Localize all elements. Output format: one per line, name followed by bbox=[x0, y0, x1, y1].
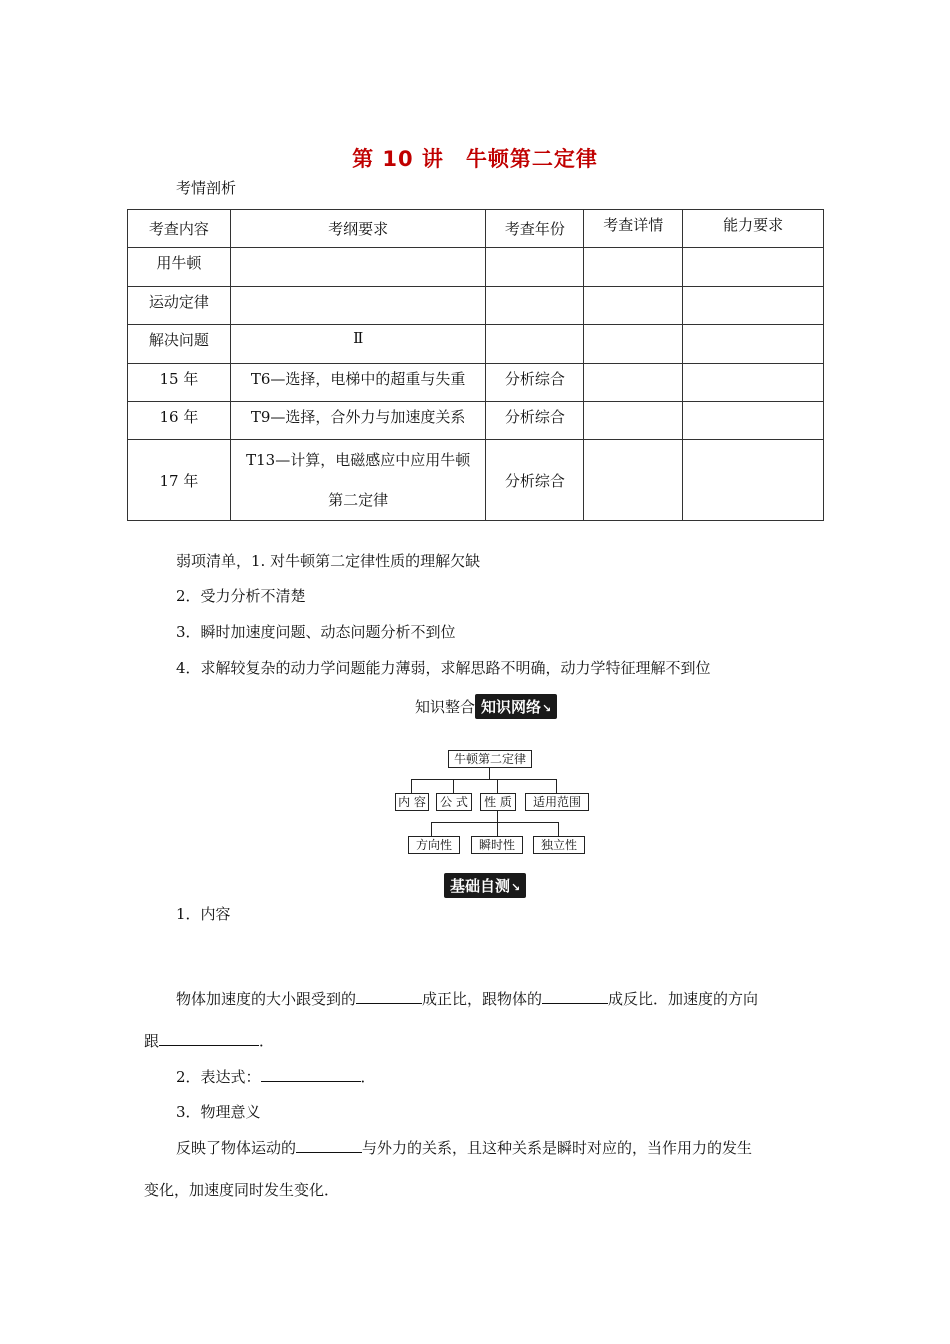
connector-line bbox=[556, 779, 557, 793]
q2-text: 2．表达式： bbox=[176, 1068, 261, 1086]
arrow-icon: ↘ bbox=[542, 702, 552, 715]
table-cell bbox=[486, 287, 584, 325]
table-header-row bbox=[128, 210, 824, 248]
diagram-node-content: 内 容 bbox=[395, 793, 429, 811]
table-cell: 分析综合 bbox=[486, 440, 584, 521]
page-title: 第 10 讲 牛顿第二定律 bbox=[352, 147, 598, 171]
q3-text: 与外力的关系，且这种关系是瞬时对应的，当作用力的发生 bbox=[362, 1139, 753, 1157]
q2-line bbox=[176, 1066, 376, 1087]
table-cell bbox=[683, 248, 824, 287]
table-cell: 分析综合 bbox=[486, 364, 584, 402]
q3-line-2: 变化，加速度同时发生变化． bbox=[144, 1181, 340, 1199]
table-cell bbox=[486, 248, 584, 287]
knowledge-label bbox=[415, 694, 557, 719]
q1-text: 物体加速度的大小跟受到的 bbox=[176, 990, 357, 1008]
table-cell: 16 年 bbox=[128, 402, 231, 440]
q1-text: 成反比．加速度的方向 bbox=[608, 990, 759, 1008]
q1-text: ． bbox=[259, 1032, 275, 1050]
table-cell bbox=[584, 325, 683, 364]
table-cell bbox=[584, 364, 683, 402]
diagram-node-instant: 瞬时性 bbox=[471, 836, 523, 854]
q1-heading: 1．内容 bbox=[176, 905, 231, 923]
table-row bbox=[128, 287, 824, 325]
table-cell: 17 年 bbox=[128, 440, 231, 521]
connector-line bbox=[431, 822, 559, 823]
table-cell bbox=[683, 440, 824, 521]
q2-text: ． bbox=[360, 1068, 376, 1086]
table-cell bbox=[683, 325, 824, 364]
basic-test-badge bbox=[444, 873, 526, 898]
q1-line-1 bbox=[176, 988, 758, 1009]
table-row bbox=[128, 325, 824, 364]
fill-blank bbox=[159, 1031, 259, 1046]
table-cell: 分析综合 bbox=[486, 402, 584, 440]
diagram-node-formula: 公 式 bbox=[436, 793, 472, 811]
table-cell bbox=[584, 287, 683, 325]
table-header: 考查详情 bbox=[584, 210, 683, 248]
table-header: 考纲要求 bbox=[230, 210, 486, 248]
q1-text: 跟 bbox=[144, 1032, 160, 1050]
diagram-root-node: 牛顿第二定律 bbox=[448, 750, 532, 768]
table-cell: Ⅱ bbox=[230, 325, 486, 364]
table-cell: 用牛顿 bbox=[128, 248, 231, 287]
table-cell bbox=[230, 440, 486, 521]
q1-text: 成正比，跟物体的 bbox=[422, 990, 543, 1008]
fill-blank bbox=[542, 989, 608, 1004]
connector-line bbox=[558, 822, 559, 836]
table-cell bbox=[683, 287, 824, 325]
q1-line-2 bbox=[144, 1030, 274, 1051]
badge-text: 知识网络 bbox=[481, 698, 542, 716]
table-cell bbox=[683, 402, 824, 440]
diagram-node-scope: 适用范围 bbox=[525, 793, 589, 811]
section-label: 考情剖析 bbox=[176, 179, 237, 197]
table-cell bbox=[683, 364, 824, 402]
fill-blank bbox=[261, 1067, 361, 1082]
diagram-node-property: 性 质 bbox=[480, 793, 516, 811]
table-cell: 解决问题 bbox=[128, 325, 231, 364]
weak-item-3: 3．瞬时加速度问题、动态问题分析不到位 bbox=[176, 623, 456, 641]
connector-line bbox=[497, 822, 498, 836]
table-cell bbox=[230, 248, 486, 287]
connector-line bbox=[497, 810, 498, 822]
connector-line bbox=[497, 779, 498, 793]
q3-text: 反映了物体运动的 bbox=[176, 1139, 297, 1157]
table-cell bbox=[486, 325, 584, 364]
weak-item-2: 2．受力分析不清楚 bbox=[176, 587, 306, 605]
table-cell bbox=[230, 287, 486, 325]
table-cell: 运动定律 bbox=[128, 287, 231, 325]
arrow-icon: ↘ bbox=[511, 881, 521, 894]
fill-blank bbox=[296, 1138, 362, 1153]
basic-test-heading bbox=[444, 873, 526, 898]
table-cell: T6—选择，电梯中的超重与失重 bbox=[230, 364, 486, 402]
connector-line bbox=[489, 767, 490, 779]
connector-line bbox=[453, 779, 454, 793]
connector-line bbox=[411, 779, 412, 793]
table-cell-line: T13—计算，电磁感应中应用牛顿 bbox=[246, 451, 471, 469]
table-header: 考查内容 bbox=[128, 210, 231, 248]
table-row bbox=[128, 248, 824, 287]
q3-line-1 bbox=[176, 1137, 752, 1158]
table-cell: T9—选择，合外力与加速度关系 bbox=[230, 402, 486, 440]
table-header: 能力要求 bbox=[683, 210, 824, 248]
weak-item-4: 4．求解较复杂的动力学问题能力薄弱，求解思路不明确，动力学特征理解不到位 bbox=[176, 659, 711, 677]
diagram-node-direction: 方向性 bbox=[408, 836, 460, 854]
table-cell: 15 年 bbox=[128, 364, 231, 402]
connector-line bbox=[411, 779, 556, 780]
weak-item-1: 弱项清单，1. 对牛顿第二定律性质的理解欠缺 bbox=[176, 552, 481, 570]
table-header: 考查年份 bbox=[486, 210, 584, 248]
table-cell bbox=[584, 440, 683, 521]
knowledge-label-text: 知识整合 bbox=[415, 698, 476, 716]
fill-blank bbox=[356, 989, 422, 1004]
badge-text: 基础自测 bbox=[450, 877, 511, 895]
connector-line bbox=[431, 822, 432, 836]
table-row bbox=[128, 364, 824, 402]
diagram-node-independent: 独立性 bbox=[533, 836, 585, 854]
table-cell-line: 第二定律 bbox=[328, 491, 389, 509]
knowledge-network-badge bbox=[475, 694, 557, 719]
table-row bbox=[128, 440, 824, 521]
q3-heading: 3．物理意义 bbox=[176, 1103, 261, 1121]
table-cell bbox=[584, 402, 683, 440]
table-row bbox=[128, 402, 824, 440]
exam-analysis-table bbox=[127, 209, 824, 521]
table-cell bbox=[584, 248, 683, 287]
